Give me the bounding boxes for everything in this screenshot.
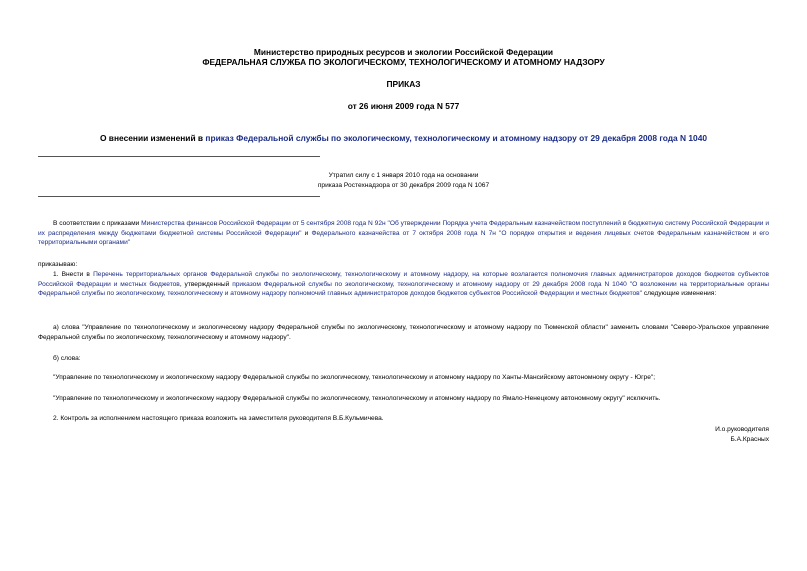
preamble-link-minfin[interactable]: Министерства финансов Российской Федерации от 5 сентября 2008 года N 92н "Об утверждении Порядка учета Федеральным казначейством поступлений в бюджетную систему Российской Федерации и их распределения между бюджетами бюджетной системы Российской Федерации" [38,220,770,237]
item-1-link-order[interactable]: приказом Федеральной службы по экологическому, технологическому и атомному надзору от 29 декабря 2008 года N 1040 "О возложении на территориальные органы Федеральной службы по экологическому, технологическому и атомному надзору полномочий главных администраторов доходов бюджетов субъектов Российской Федерации и местных бюджетов" [38,280,769,298]
divider-top [38,156,320,157]
document-title [0,133,807,143]
item-1-text-2: , утвержденный [179,280,233,288]
quote-2-paragraph: "Управление по технологическому и экологическому надзору Федеральной службы по экологическому, технологическому и атомному надзору по Ямало-Ненецкому автономному округу" исключить. [53,395,661,402]
item-1-link-list[interactable]: Перечень территориальных органов Федеральной службы по экологическому, технологическому и атомному надзору, на которые возлагается полномочия главных администраторов доходов бюджетов субъектов Российской Федерации и местных бюджетов [38,271,769,288]
title-prefix: О внесении изменений в [99,133,206,143]
item-1-text-3: следующие изменения: [642,290,717,298]
signature-position: И.о.руководителя [715,426,769,433]
date-number-heading: от 26 июня 2009 года N 577 [347,101,460,111]
preamble-link-treasury[interactable]: Федерального казначейства от 7 октября 2008 года N 7н "О порядке открытия и ведения лицевых счетов Федеральным казначейством и его территориальными органами" [38,229,769,247]
item-1-paragraph [38,270,769,299]
ministry-heading: Министерство природных ресурсов и экологии Российской Федерации [253,47,554,57]
divider-bottom [38,196,320,197]
title-link[interactable]: приказ Федеральной службы по экологическому, технологическому и атомному надзору от 29 декабря 2008 года N 1040 [205,133,708,143]
quote-1-paragraph: "Управление по технологическому и экологическому надзору Федеральной службы по экологическому, технологическому и атомному надзору по Ханты-Мансийскому автономному округу - Югре"; [53,374,656,381]
signature-name: Б.А.Красных [730,436,769,443]
preamble-text-2: и [301,229,312,237]
order-word: приказываю: [38,261,78,268]
preamble-text-1: В соответствии с приказами [53,220,142,227]
status-note-line1: Утратил силу с 1 января 2010 года на основании [328,172,479,179]
item-2-paragraph: 2. Контроль за исполнением настоящего приказа возложить на заместителя руководителя В.Б.Кульмичева. [53,415,384,422]
item-a-paragraph: а) слова "Управление по технологическому и экологическому надзору Федеральной службы по экологическому, технологическому и атомному надзору по Тюменской области" заменить словами "Северо-Уральское управление Федеральной службы по экологическому, технологическому и атомному надзору". [38,324,769,341]
status-note-line2: приказа Ростехнадзора от 30 декабря 2009 года N 1067 [317,182,490,189]
item-b-paragraph: б) слова: [53,355,81,362]
item-1-text-1: 1. Внести в [53,271,94,278]
doc-type-heading: ПРИКАЗ [386,79,421,89]
service-heading: ФЕДЕРАЛЬНАЯ СЛУЖБА ПО ЭКОЛОГИЧЕСКОМУ, ТЕХНОЛОГИЧЕСКОМУ И АТОМНОМУ НАДЗОРУ [202,57,605,67]
preamble-paragraph [38,219,769,248]
